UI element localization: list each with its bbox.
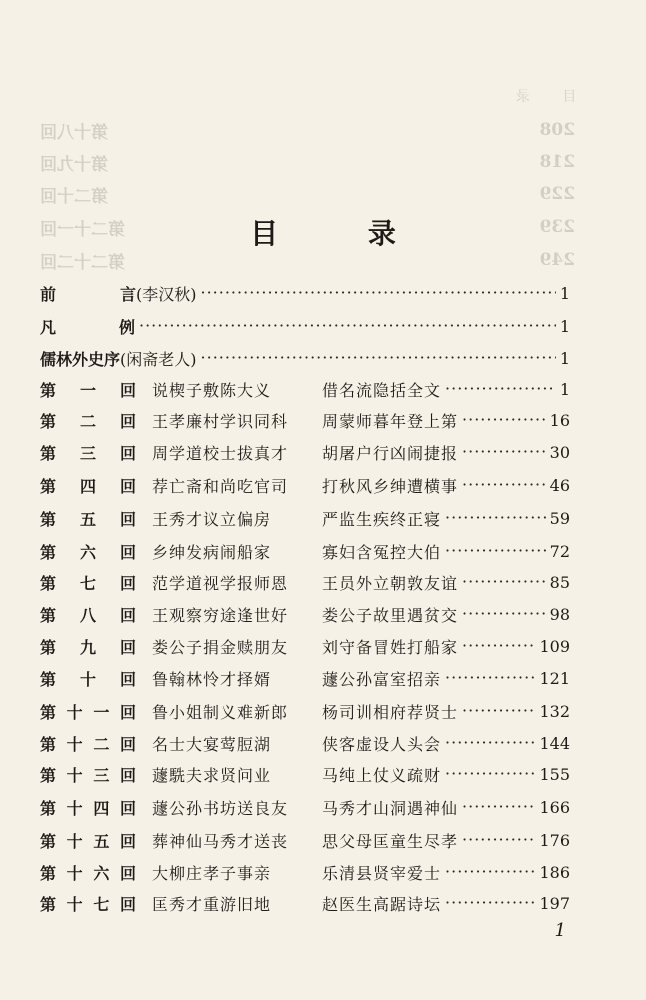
page-number: 109 <box>539 636 570 656</box>
chapter-title-second-line: 马纯上仗义疏财 <box>322 765 442 785</box>
chapter-title-second-line: 马秀才山洞遇神仙 <box>322 798 459 818</box>
chapter-title-second-line: 杨司训相府荐贤士 <box>322 702 459 722</box>
chapter-number: 第 六 回 <box>40 542 136 562</box>
toc-entry-chapter[interactable] <box>40 825 570 855</box>
toc-entry-preface[interactable] <box>40 278 570 308</box>
leader-dots <box>462 442 546 462</box>
bleed-through-row: 218 第十九回 <box>40 152 575 175</box>
chapter-number: 第 十 六 回 <box>40 863 136 883</box>
chapter-number: 第 十 一 回 <box>40 702 136 722</box>
chapter-title-second-line: 蘧公孙富室招亲 <box>322 669 442 689</box>
leader-dots <box>201 348 556 368</box>
chapter-number: 第 七 回 <box>40 573 136 593</box>
leader-dots <box>445 764 535 784</box>
chapter-title-second-line: 周蒙师暮年登上第 <box>322 411 459 431</box>
toc-entry-chapter[interactable] <box>40 437 570 467</box>
bleed-through-row: 229 第二十回 <box>40 184 575 207</box>
leader-dots <box>462 475 546 495</box>
chapter-number: 第 十 二 回 <box>40 734 136 754</box>
chapter-title-first-line: 乡绅发病闹船家 <box>152 542 272 562</box>
chapter-title-first-line: 匡秀才重游旧地 <box>152 894 272 914</box>
page-number: 186 <box>539 862 570 882</box>
chapter-title-first-line: 娄公子捐金赎朋友 <box>152 637 289 657</box>
leader-dots <box>201 283 556 303</box>
page-number: 1 <box>559 283 570 303</box>
chapter-title-second-line: 王员外立朝敦友谊 <box>322 573 459 593</box>
toc-entry-chapter[interactable] <box>40 663 570 693</box>
toc-entry-chapter[interactable] <box>40 470 570 500</box>
chapter-title-second-line: 赵医生高踞诗坛 <box>322 894 442 914</box>
chapter-title-first-line: 王孝廉村学识同科 <box>152 411 289 431</box>
entry-author-note: (李汉秋) <box>136 284 197 304</box>
page-number: 155 <box>539 764 570 784</box>
toc-entry-conventions[interactable] <box>40 311 570 341</box>
page-number: 85 <box>549 572 570 592</box>
toc-entry-chapter[interactable] <box>40 696 570 726</box>
page-number: 176 <box>539 830 570 850</box>
chapter-number: 第 五 回 <box>40 509 136 529</box>
toc-entry-chapter[interactable] <box>40 857 570 887</box>
leader-dots <box>462 830 535 850</box>
chapter-number: 第 四 回 <box>40 476 136 496</box>
chapter-number: 第 十 三 回 <box>40 765 136 785</box>
leader-dots <box>445 733 535 753</box>
chapter-title-first-line: 鲁翰林怜才择婿 <box>152 669 272 689</box>
chapter-number: 第 十 七 回 <box>40 894 136 914</box>
leader-dots <box>462 636 535 656</box>
leader-dots <box>462 604 546 624</box>
chapter-title-first-line: 王秀才议立偏房 <box>152 509 272 529</box>
page-title: 目 录 <box>250 217 436 250</box>
chapter-number: 第 十 回 <box>40 669 136 689</box>
page-number: 98 <box>549 604 570 624</box>
chapter-number: 第 二 回 <box>40 411 136 431</box>
leader-dots <box>139 316 556 336</box>
toc-entry-chapter[interactable] <box>40 792 570 822</box>
chapter-title-first-line: 大柳庄孝子事亲 <box>152 863 272 883</box>
page-number: 59 <box>549 508 570 528</box>
leader-dots <box>462 572 546 592</box>
chapter-number: 第 八 回 <box>40 605 136 625</box>
toc-entry-chapter[interactable] <box>40 374 570 404</box>
bleed-through-header: 目 录 <box>501 89 576 105</box>
page-number: 1 <box>559 348 570 368</box>
page-number: 144 <box>539 733 570 753</box>
chapter-title-first-line: 荐亡斋和尚吃官司 <box>152 476 289 496</box>
page-number: 132 <box>539 701 570 721</box>
page-number: 121 <box>539 668 570 688</box>
bleed-through-row: 249 第二十二回 <box>40 250 575 273</box>
bleed-through-row: 239 第二十一回 <box>40 217 575 240</box>
chapter-title-first-line: 名士大宴莺脰湖 <box>152 734 272 754</box>
toc-entry-chapter[interactable] <box>40 405 570 435</box>
folio-page-number: 1 <box>554 920 566 941</box>
page-number: 72 <box>549 541 570 561</box>
toc-entry-chapter[interactable] <box>40 728 570 758</box>
leader-dots <box>445 379 556 399</box>
toc-entry-chapter[interactable] <box>40 599 570 629</box>
chapter-number: 第 三 回 <box>40 443 136 463</box>
chapter-title-first-line: 周学道校士拔真才 <box>152 443 289 463</box>
chapter-title-second-line: 寡妇含冤控大伯 <box>322 542 442 562</box>
leader-dots <box>445 862 535 882</box>
page-number: 166 <box>539 797 570 817</box>
chapter-title-second-line: 乐清县贤宰爱士 <box>322 863 442 883</box>
page-number: 1 <box>559 316 570 336</box>
entry-label: 前 言 <box>40 284 136 304</box>
page-number: 197 <box>539 893 570 913</box>
leader-dots <box>445 541 546 561</box>
page-number: 16 <box>549 410 570 430</box>
leader-dots <box>462 797 535 817</box>
toc-entry-chapter[interactable] <box>40 888 570 918</box>
chapter-title-second-line: 胡屠户行凶闹捷报 <box>322 443 459 463</box>
entry-label: 儒林外史序 <box>40 349 121 369</box>
chapter-title-first-line: 蘧駪夫求贤问业 <box>152 765 272 785</box>
page-number: 30 <box>549 442 570 462</box>
toc-entry-chapter[interactable] <box>40 567 570 597</box>
leader-dots <box>445 508 546 528</box>
chapter-title-first-line: 范学道视学报师恩 <box>152 573 289 593</box>
leader-dots <box>445 668 535 688</box>
chapter-title-second-line: 思父母匡童生尽孝 <box>322 831 459 851</box>
chapter-title-first-line: 说楔子敷陈大义 <box>152 380 272 400</box>
leader-dots <box>445 893 535 913</box>
chapter-title-second-line: 侠客虚设人头会 <box>322 734 442 754</box>
chapter-title-second-line: 严监生疾终正寝 <box>322 509 442 529</box>
toc-entry-chapter[interactable] <box>40 631 570 661</box>
chapter-title-first-line: 蘧公孙书坊送良友 <box>152 798 289 818</box>
leader-dots <box>462 410 546 430</box>
chapter-number: 第 十 四 回 <box>40 798 136 818</box>
entry-label: 凡 例 <box>40 317 135 337</box>
bleed-through-row: 208 第十八回 <box>40 120 575 143</box>
leader-dots <box>462 701 535 721</box>
chapter-number: 第 十 五 回 <box>40 831 136 851</box>
entry-author-note: (闲斋老人) <box>120 349 197 369</box>
chapter-title-second-line: 娄公子故里遇贫交 <box>322 605 459 625</box>
chapter-title-first-line: 葬神仙马秀才送丧 <box>152 831 289 851</box>
page-number: 1 <box>559 379 570 399</box>
bleed-through-reverse-side <box>0 0 646 300</box>
chapter-number: 第 九 回 <box>40 637 136 657</box>
chapter-number: 第 一 回 <box>40 380 136 400</box>
chapter-title-second-line: 打秋风乡绅遭横事 <box>322 476 459 496</box>
toc-entry-original-preface[interactable] <box>40 343 570 373</box>
toc-entry-chapter[interactable] <box>40 759 570 789</box>
page-number: 46 <box>549 475 570 495</box>
chapter-title-second-line: 刘守备冒姓打船家 <box>322 637 459 657</box>
chapter-title-first-line: 王观察穷途逢世好 <box>152 605 289 625</box>
toc-entry-chapter[interactable] <box>40 536 570 566</box>
chapter-title-second-line: 借名流隐括全文 <box>322 380 442 400</box>
toc-entry-chapter[interactable] <box>40 503 570 533</box>
chapter-title-first-line: 鲁小姐制义难新郎 <box>152 702 289 722</box>
